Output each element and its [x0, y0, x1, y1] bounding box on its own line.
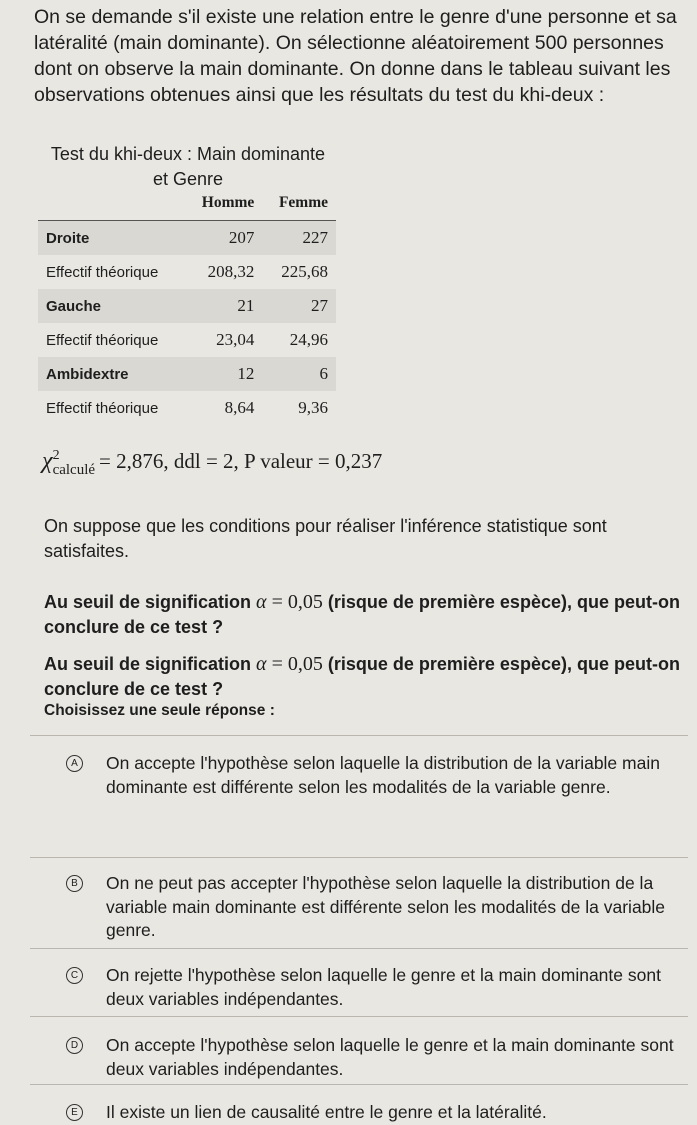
chi-square-result	[42, 448, 382, 477]
option-e-radio[interactable]: E	[66, 1104, 83, 1121]
divider	[30, 948, 688, 949]
table-row-gauche	[38, 289, 336, 323]
question-text-1	[44, 590, 689, 640]
cell-homme: 21	[189, 289, 263, 323]
option-b-radio[interactable]: B	[66, 875, 83, 892]
table-title-line2: et Genre	[152, 169, 224, 189]
option-d-radio[interactable]: D	[66, 1037, 83, 1054]
row-label: Ambidextre	[38, 357, 189, 391]
question-prefix: Au seuil de signiﬁcation	[44, 592, 252, 612]
question-prefix: Au seuil de signiﬁcation	[44, 654, 252, 674]
row-label: Effectif théorique	[46, 399, 159, 417]
cell-homme: 8,64	[224, 398, 255, 417]
option-e-text[interactable]: Il existe un lien de causalité entre le genre et la latéralité.	[106, 1102, 547, 1122]
option-c-text[interactable]: On rejette l'hypothèse selon laquelle le genre et la main dominante sont deux variables indépendantes.	[106, 965, 661, 1009]
question-suffix: (risque de première espèce), que peut-on conclure de ce test ?	[44, 592, 680, 637]
table-row-theorique-gauche	[38, 323, 336, 357]
header-blank	[38, 188, 189, 221]
choose-label: Choisissez une seule réponse :	[44, 702, 275, 719]
table-title	[38, 142, 338, 192]
divider	[30, 1084, 688, 1085]
divider	[30, 857, 688, 858]
row-label: Droite	[38, 221, 189, 256]
table-row-theorique-ambidextre	[38, 391, 336, 425]
table-row-theorique-droite	[38, 255, 336, 289]
header-homme: Homme	[189, 188, 263, 221]
divider	[30, 735, 688, 736]
cell-femme: 227	[262, 221, 336, 256]
row-label: Effectif théorique	[46, 331, 159, 349]
alpha-value: = 0,05	[271, 591, 323, 613]
chi-superscript: 2	[52, 448, 60, 464]
cell-homme: 207	[189, 221, 263, 256]
cell-femme: 27	[262, 289, 336, 323]
chi-symbol: χ	[42, 448, 53, 474]
option-a-text[interactable]: On accepte l'hypothèse selon laquelle la distribution de la variable main dominante est différente selon les modalités de la variable genre.	[106, 753, 660, 797]
option-a-radio[interactable]: A	[66, 755, 83, 772]
option-c-radio[interactable]: C	[66, 967, 83, 984]
row-label: Effectif théorique	[46, 263, 159, 281]
chi-subsup	[53, 449, 95, 477]
cell-femme: 24,96	[289, 330, 328, 349]
cell-homme: 23,04	[216, 330, 255, 349]
table-title-line1: Test du khi-deux : Main dominante	[50, 144, 326, 164]
chi-subscript: calculé	[52, 462, 96, 479]
option-d-text[interactable]: On accepte l'hypothèse selon laquelle le genre et la main dominante sont deux variables indépendantes.	[106, 1035, 674, 1079]
row-label: Gauche	[38, 289, 189, 323]
cell-femme: 6	[262, 357, 336, 391]
question-text-2	[44, 652, 689, 702]
table-row-ambidextre	[38, 357, 336, 391]
alpha-symbol: α	[256, 591, 267, 613]
cell-homme: 208,32	[207, 262, 255, 281]
table-row-droite	[38, 221, 336, 256]
contingency-table	[38, 188, 336, 425]
cell-homme: 12	[189, 357, 263, 391]
option-b-text[interactable]: On ne peut pas accepter l'hypothèse selon laquelle la distribution de la variable main dominante est différente selon les modalités de la variable genre.	[106, 873, 666, 940]
cell-femme: 9,36	[298, 398, 328, 417]
question-suffix: (risque de première espèce), que peut-on conclure de ce test ?	[44, 654, 680, 699]
alpha-value: = 0,05	[271, 653, 323, 675]
chi-values: = 2,876, ddl = 2, P valeur = 0,237	[99, 449, 383, 473]
divider	[30, 1016, 688, 1017]
table-header-row	[38, 188, 336, 221]
intro-text: On se demande s'il existe une relation entre le genre d'une personne et sa latéralité (main dominante). On sélectionne aléatoirement 500 personnes dont on observe la main dominante. On donne dans le tableau suivant les observations obtenues ainsi que les résultats du test du khi-deux :	[34, 6, 677, 106]
alpha-symbol: α	[256, 653, 267, 675]
cell-femme: 225,68	[281, 262, 328, 281]
header-femme: Femme	[262, 188, 336, 221]
conditions-text: On suppose que les conditions pour réaliser l'inférence statistique sont satisfaites.	[44, 516, 607, 561]
